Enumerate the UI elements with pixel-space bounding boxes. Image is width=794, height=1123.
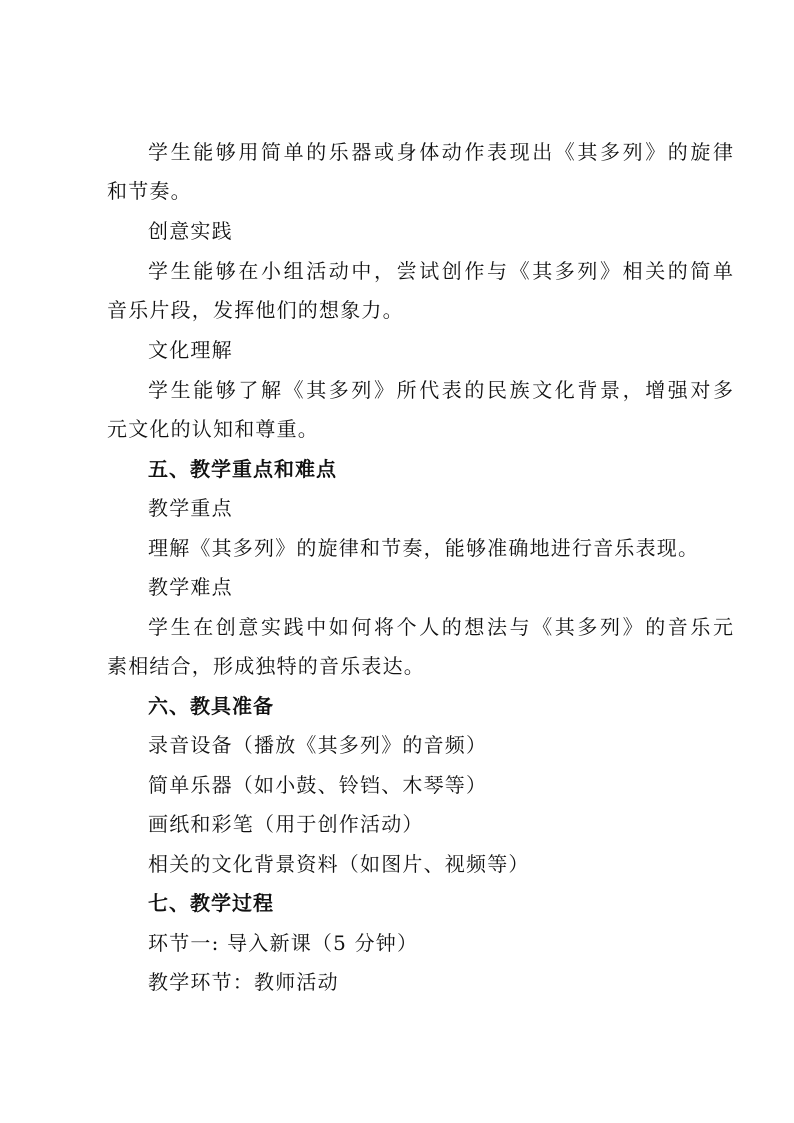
paragraph-line: 和节奏。: [107, 179, 192, 203]
list-item: 录音设备（播放《其多列》的音频）: [148, 733, 488, 757]
section-heading-6: 六、教具准备: [148, 694, 274, 718]
list-item: 简单乐器（如小鼓、铃铛、木琴等）: [148, 773, 488, 797]
paragraph-line: 理解《其多列》的旋律和节奏，能够准确地进行音乐表现。: [148, 536, 700, 560]
paragraph-line: 学生能够用简单的乐器或身体动作表现出《其多列》的旋律: [148, 140, 736, 164]
subheading-key-points: 教学重点: [148, 496, 233, 520]
paragraph-line: 音乐片段，发挥他们的想象力。: [107, 298, 404, 322]
paragraph-line: 学生能够在小组活动中，尝试创作与《其多列》相关的简单: [148, 259, 736, 283]
paragraph-line: 学生能够了解《其多列》所代表的民族文化背景，增强对多: [148, 378, 736, 402]
subheading-creative-practice: 创意实践: [148, 219, 233, 243]
section-heading-5: 五、教学重点和难点: [148, 457, 337, 481]
paragraph-line: 环节一: 导入新课（5 分钟）: [148, 931, 419, 955]
paragraph-line: 元文化的认知和尊重。: [107, 417, 319, 441]
list-item: 相关的文化背景资料（如图片、视频等）: [148, 852, 530, 876]
subheading-difficulties: 教学难点: [148, 575, 233, 599]
paragraph-line: 学生在创意实践中如何将个人的想法与《其多列》的音乐元: [148, 615, 736, 639]
subheading-cultural-understanding: 文化理解: [148, 338, 233, 362]
list-item: 画纸和彩笔（用于创作活动）: [148, 812, 424, 836]
paragraph-line: 教学环节：教师活动: [148, 970, 339, 994]
paragraph-line: 素相结合，形成独特的音乐表达。: [107, 654, 425, 678]
section-heading-7: 七、教学过程: [148, 891, 274, 915]
